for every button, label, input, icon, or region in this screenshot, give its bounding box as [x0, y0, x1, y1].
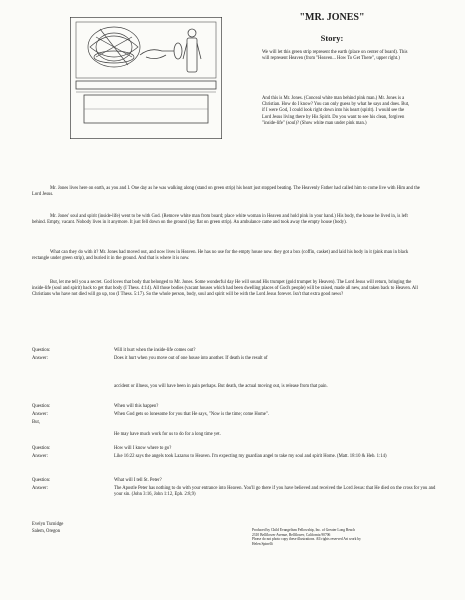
qa-text: Does it hurt when you move out of one house into another. If death is the result of: [114, 356, 268, 361]
qa-row: [32, 420, 452, 426]
author-name: Evelyn Turnidge: [32, 522, 64, 527]
qa-label: Question:: [32, 348, 51, 353]
qa-text: Will it hurt when the inside-life comes out?: [114, 348, 196, 353]
gold-trumpet-sketch: [140, 43, 182, 59]
qa-label: Answer:: [32, 454, 48, 459]
intro-paragraph-2: And this is Mr. Jones. (Conceal white man behind pink man.) Mr. Jones is a Christian. How do I know? You can only guess by what he says and does. But, if I were God, I could look right down into his heart (spirit). I would see the Lord Jesus living there by His Spirit. Do you want to see his clean, forgiven "inside-life" (soul)? (Show white man under pink man.): [262, 96, 410, 126]
man-figure-sketch: [183, 29, 201, 72]
qa-label: Answer:: [32, 356, 48, 361]
qa-row: [32, 432, 452, 438]
intro-paragraph-1: We will let this green strip represent the earth (place on center of board). This will represent Heaven (from "Heaven... How To Get There", upper right.): [262, 50, 408, 62]
qa-label: Answer:: [32, 486, 48, 491]
green-strip-sketch: [76, 81, 216, 89]
qa-row: [32, 356, 452, 362]
footer-line: 2310 Bellflower Avenue, Bellflower, California 90706: [252, 532, 331, 537]
story-heading: Story:: [320, 33, 344, 43]
qa-row: [32, 348, 452, 354]
qa-text: The Apostle Peter has nothing to do with your entrance into Heaven. You'll go there if you have believed and received the Lord Jesus: that He died on the cross for you and your sin. (John 3:16, John 1:12, Eph. 2:8,9): [114, 486, 436, 498]
qa-label: But,: [32, 420, 40, 425]
paragraph-2: Mr. Jones' soul and spirit (inside-life) went to be with God. (Remove white man from board; place white woman in Heaven and hold pink in your hand.) His body, the house he lived in, is left behind. Empty, vacant. Nobody lives in it anymore. It just fell down on the ground (lay flat on green strip). An ambulance came and took away the empty house (body).: [32, 214, 408, 226]
qa-text: He may have much work for us to do for a long time yet.: [114, 432, 221, 437]
story-illustration: [70, 17, 222, 139]
qa-text: Like 16:22 says the angels took Lazarus to Heaven. I'm expecting my guardian angel to take my soul and spirit Home. (Matt. 18:10 & Heb. 1:14): [114, 454, 387, 459]
qa-row: [32, 384, 452, 398]
footer-line: Produced by Child Evangelism Fellowship, Inc. of Greater Long Beach: [252, 528, 355, 532]
footer-credits: [252, 528, 432, 546]
qa-row: [32, 404, 452, 410]
paragraph-3: What can they do with it? Mr. Jones had moved out, and now lives in Heaven. He has no use for the empty house now. they got a box (coffin, casket) and laid his body in it (pink man in black rectangle under green strip), and buried it in the ground. And that is where it is now.: [32, 250, 409, 262]
footer-line: Please do not photo copy these illustrations. All rights reserved Art work by: [252, 537, 361, 542]
qa-row: [32, 486, 452, 506]
qa-label: Question:: [32, 446, 51, 451]
heaven-globe-sketch: [88, 27, 140, 67]
qa-text: What will I tell St. Peter?: [114, 478, 162, 483]
author-location: Salem, Oregon: [32, 529, 61, 534]
qa-row: [32, 454, 452, 468]
qa-row: [32, 478, 452, 484]
qa-label: Question:: [32, 478, 51, 483]
qa-text: When will this happen?: [114, 404, 159, 409]
qa-text: How will I know where to go?: [114, 446, 172, 451]
qa-row: [32, 412, 452, 418]
qa-text: accident or illness, you will have been in pain perhaps. But death, the actual moving out, is release from that pain.: [114, 384, 328, 389]
qa-row: [32, 446, 452, 452]
footer-line: Helen Spinelli: [252, 541, 273, 546]
qa-text: When God gets so lonesome for you that He says, "Now is the time; come Home".: [114, 412, 269, 417]
qa-label: Answer:: [32, 412, 48, 417]
page-title: "MR. JONES": [299, 12, 365, 23]
paragraph-4: But, let me tell you a secret. God loves that body that belonged to Mr. Jones. Some wonderful day He will sound His trumpet (gold trumpet by Heaven). The Lord Jesus will return, bringing the inside-life (soul and spirit) back to get that body (I Thess. 4:14). All those bodies (vacant houses which had been dwelling places of God's people) will be raised, made all new, and taken back to Heaven. All Christians who have not died will go up, too (I Thess. 5:17). So the whole person, body, soul and spirit will be with the Lord Jesus forever. Isn't that extra good news?: [32, 280, 418, 298]
qa-label: Question:: [32, 404, 51, 409]
paragraph-1: Mr. Jones lives here on earth, as you and I. One day as he was walking along (stand on green strip) his heart just stopped beating. The Heavenly Father had called him to come live with Him and the Lord Jesus.: [32, 186, 420, 198]
